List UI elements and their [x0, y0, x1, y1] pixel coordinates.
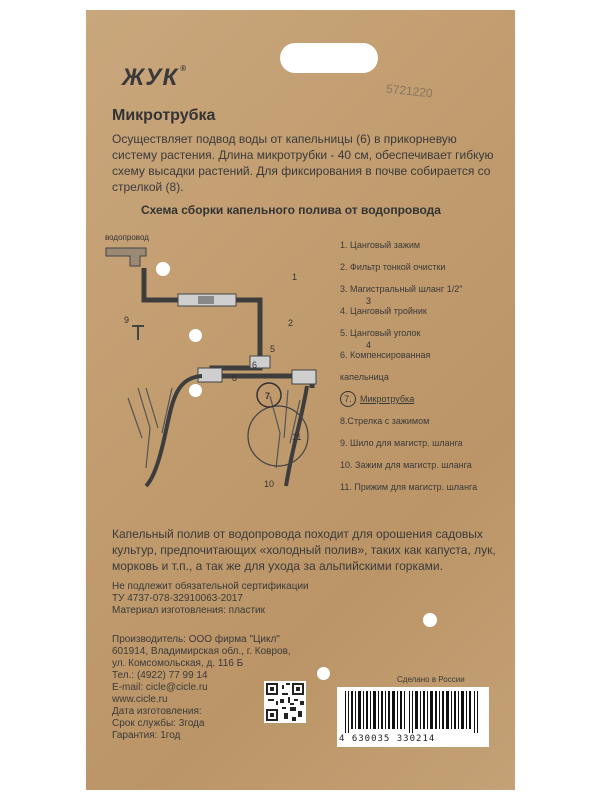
qr-code: [264, 681, 306, 723]
package-card: [86, 10, 515, 790]
scheme-title: Схема сборки капельного полива от водопровода: [141, 203, 441, 217]
callout: 8: [232, 373, 238, 383]
manufacturer-line: Дата изготовления:: [112, 706, 202, 717]
callout: 10: [264, 479, 275, 489]
legend-item: 5. Цанговый уголок: [340, 328, 421, 338]
manufacturer-line: 601914, Владимирская обл., г. Ковров,: [112, 646, 291, 657]
cert-line: Материал изготовления: пластик: [112, 605, 266, 616]
barcode: [337, 687, 489, 747]
legend-circled-number: 7.: [340, 391, 356, 407]
legend-item: 1. Цанговый зажим: [340, 240, 421, 250]
callout: 5: [270, 344, 276, 354]
punch-hole: [317, 667, 330, 680]
product-title: Микротрубка: [112, 107, 216, 124]
manufacturer-line: ул. Комсомольская, д. 116 Б: [112, 658, 244, 669]
cert-line: Не подлежит обязательной сертификации: [112, 581, 309, 592]
source-label: водопровод: [105, 233, 149, 242]
legend-item-label: Микротрубка: [360, 394, 415, 404]
legend-item: 10. Зажим для магистр. шланга: [340, 460, 472, 470]
manufacturer-line: E-mail: cicle@cicle.ru: [112, 682, 208, 693]
lead-text: Осуществляет подвод воды от капельницы (6) в прикорневую систему растения. Длина микротрубки - 40 см, обеспечивает гибкую схему высадки растений. Для фиксирования в почве собирается со стрелкой (8).: [112, 132, 494, 194]
legend-item: 11. Прижим для магистр. шланга: [340, 482, 478, 492]
punch-hole: [423, 613, 437, 627]
legend-item: 8.Стрелка с зажимом: [340, 416, 430, 426]
callout: 9: [124, 315, 130, 325]
cert-block: [112, 581, 309, 617]
manufacturer-line: Срок службы: 3года: [112, 718, 205, 729]
legend-item: 4. Цанговый тройник: [340, 306, 427, 316]
handwritten-mark: 5721220: [385, 81, 434, 101]
barcode-number: 4 630035 330214: [339, 734, 436, 744]
made-in-label: Сделано в России: [397, 675, 465, 684]
callout: 2: [288, 318, 294, 328]
manufacturer-line: Гарантия: 1год: [112, 730, 181, 741]
parts-legend: [340, 234, 477, 498]
description-text: Капельный полив от водопровода походит для орошения садовых культур, предпочитающих «холодный полив», таких как капуста, лук, морковь и т.п., а так же для ухода за альпийскими горками.: [112, 527, 496, 573]
manufacturer-line: Тел.: (4922) 77 99 14: [112, 670, 208, 681]
callout: 4: [366, 340, 372, 350]
callout: 6: [252, 360, 258, 370]
manufacturer-line: Производитель: ООО фирма "Цикл": [112, 634, 280, 645]
callout: 3: [366, 296, 372, 306]
legend-item: 6. Компенсированная: [340, 350, 431, 360]
manufacturer-line: www.cicle.ru: [112, 694, 168, 705]
callout: 7: [265, 391, 271, 401]
cert-line: ТУ 4737-078-32910063-2017: [112, 593, 243, 604]
brand-logo: ЖУК ®: [122, 64, 188, 91]
legend-item: 9. Шило для магистр. шланга: [340, 438, 463, 448]
legend-item: 2. Фильтр тонкой очистки: [340, 262, 446, 272]
legend-item: 3. Магистральный шланг 1/2": [340, 284, 463, 294]
callout: 11: [292, 432, 302, 442]
callout: 1: [292, 272, 298, 282]
legend-item: [340, 388, 477, 410]
hang-hole: [280, 43, 378, 73]
legend-item: капельница: [340, 372, 389, 382]
